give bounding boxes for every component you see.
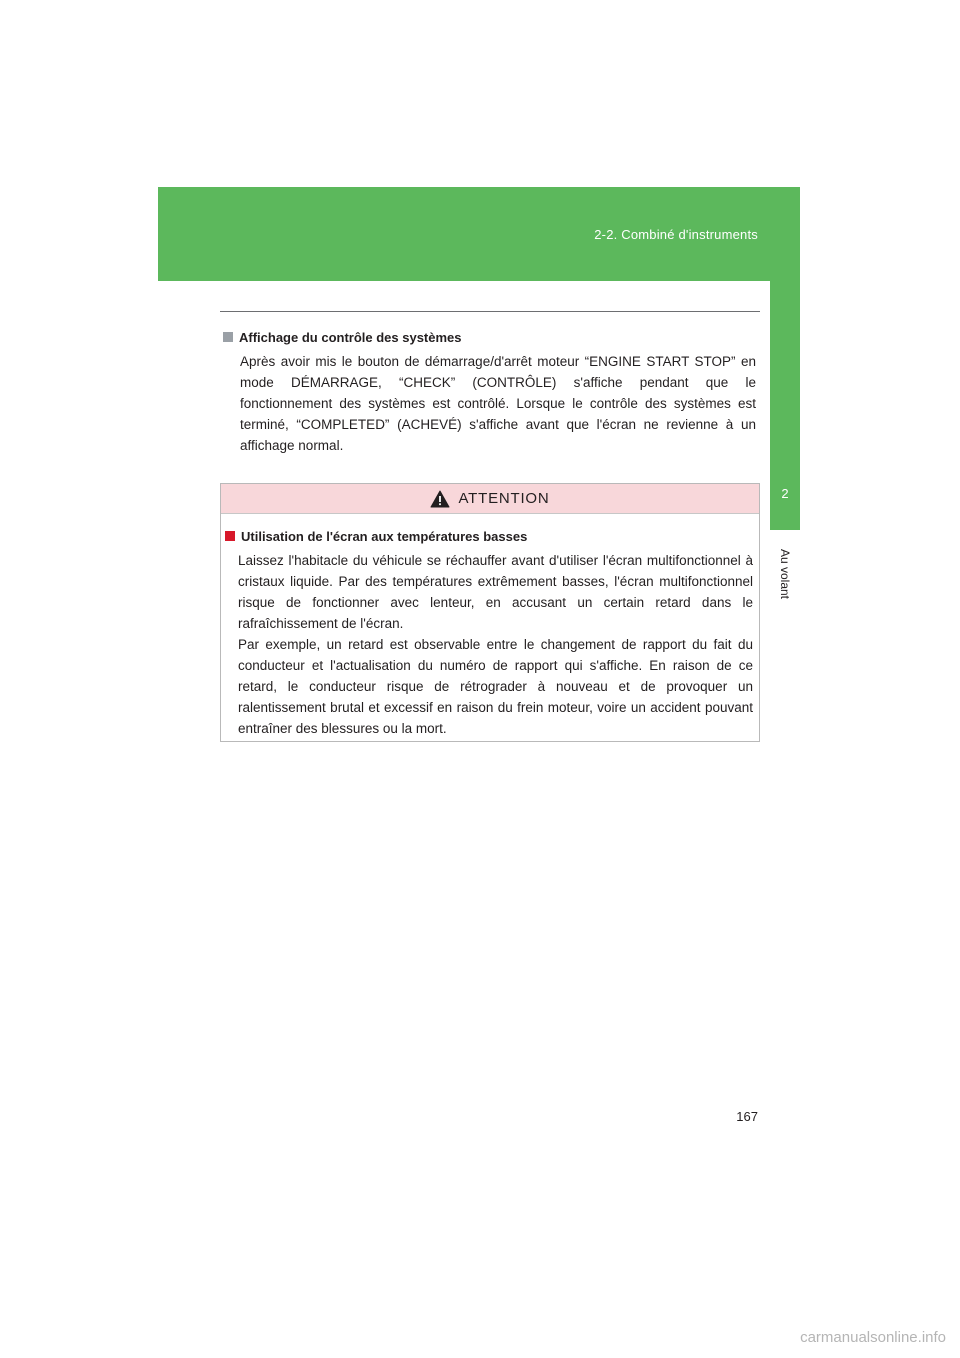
info-heading	[223, 327, 756, 347]
chapter-label	[773, 539, 797, 609]
attention-subheading-text: Utilisation de l'écran aux températures basses	[241, 528, 528, 544]
attention-box	[220, 483, 760, 742]
chapter-tab	[770, 281, 800, 530]
chapter-label-text: Au volant	[778, 548, 792, 600]
attention-paragraph-2: Par exemple, un retard est observable entre le changement de rapport du fait du conducteur et l'actualisation du numéro de rapport qui s'affiche. En raison de ce retard, le conducteur risque de rétrograder à nouveau et de provoquer un ralentissement brutal et excessif en raison du frein moteur, voire un accident pouvant entraîner des blessures ou la mort.	[238, 637, 753, 736]
attention-body	[238, 550, 753, 739]
attention-content	[221, 514, 759, 739]
warning-triangle-icon	[430, 490, 450, 508]
attention-title: ATTENTION	[458, 490, 550, 507]
attention-subheading	[225, 526, 753, 546]
chapter-number: 2	[781, 486, 789, 501]
attention-header	[221, 484, 759, 514]
section-header-band	[158, 187, 800, 281]
attention-paragraph-1: Laissez l'habitacle du véhicule se réchauffer avant d'utiliser l'écran multifonctionnel à cristaux liquide. Par des températures extrêmement basses, l'écran multifonctionnel risque de fonctionner avec lenteur, en accusant un certain retard dans le rafraîchissement de l'écran.	[238, 553, 753, 631]
section-title: 2-2. Combiné d'instruments	[594, 227, 758, 242]
info-section	[223, 327, 756, 456]
divider-rule	[220, 311, 760, 312]
page-number: 167	[736, 1109, 758, 1124]
info-body: Après avoir mis le bouton de démarrage/d'arrêt moteur “ENGINE START STOP” en mode DÉMARRAGE, “CHECK” (CONTRÔLE) s'affiche pendant que le fonctionnement des systèmes est contrôlé. Lorsque le contrôle des systèmes est terminé, “COMPLETED” (ACHEVÉ) s'affiche avant que l'écran ne revienne à un affichage normal.	[240, 354, 756, 453]
gray-square-bullet-icon	[223, 332, 233, 342]
info-heading-text: Affichage du contrôle des systèmes	[239, 329, 462, 345]
red-square-bullet-icon	[225, 531, 235, 541]
watermark: carmanualsonline.info	[800, 1329, 946, 1346]
